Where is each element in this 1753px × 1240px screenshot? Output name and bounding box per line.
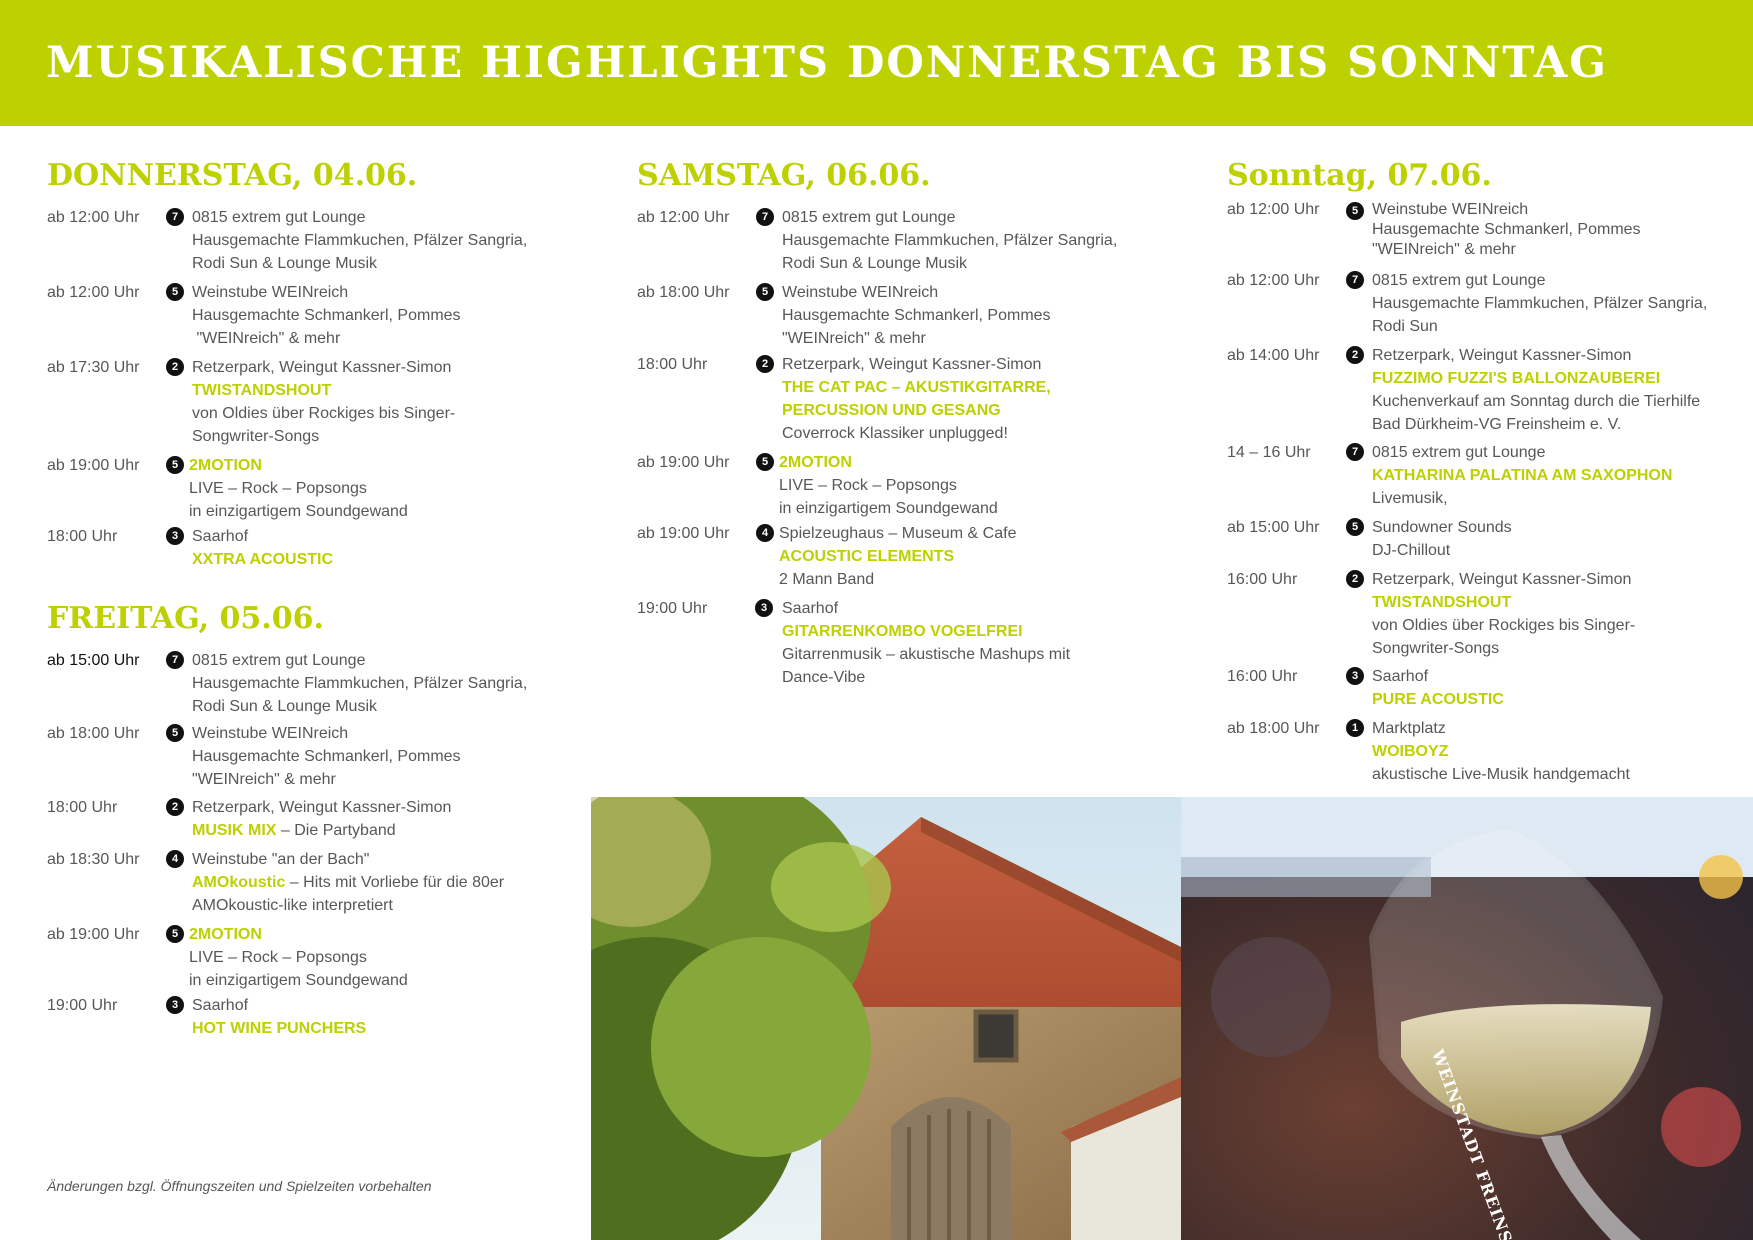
location-number-badge: 5 bbox=[756, 283, 774, 301]
day-title-sunday: Sonntag, 07.06. bbox=[1227, 158, 1492, 193]
entry-time: 14 – 16 Uhr bbox=[1227, 444, 1311, 461]
entry-venue: Weinstube "an der Bach" bbox=[192, 851, 370, 868]
entry-detail: LIVE – Rock – Popsongs bbox=[189, 949, 367, 966]
entry-act: HOT WINE PUNCHERS bbox=[192, 1020, 367, 1037]
location-number-badge: 3 bbox=[166, 996, 184, 1014]
entry-time: ab 18:30 Uhr bbox=[47, 851, 140, 868]
entry-detail: Gitarrenmusik – akustische Mashups mit bbox=[782, 646, 1071, 663]
location-number-badge: 7 bbox=[1346, 443, 1364, 461]
entry-venue: 0815 extrem gut Lounge bbox=[1372, 272, 1546, 289]
entry-act: XXTRA ACOUSTIC bbox=[192, 551, 334, 568]
entry-venue: Retzerpark, Weingut Kassner-Simon bbox=[1372, 571, 1632, 588]
entry-detail: Coverrock Klassiker unplugged! bbox=[782, 425, 1008, 442]
location-number-badge: 7 bbox=[1346, 271, 1364, 289]
entry-time: ab 12:00 Uhr bbox=[47, 209, 140, 226]
entry-time: 19:00 Uhr bbox=[637, 600, 708, 617]
entry-act: TWISTANDSHOUT bbox=[1372, 594, 1512, 611]
entry-act: PERCUSSION UND GESANG bbox=[782, 402, 1001, 419]
entry-detail: Songwriter-Songs bbox=[1372, 640, 1500, 657]
entry-detail: "WEINreich" & mehr bbox=[192, 330, 341, 347]
entry-detail: akustische Live-Musik handgemacht bbox=[1372, 766, 1630, 783]
location-number-badge: 5 bbox=[1346, 202, 1364, 220]
entry-detail: Rodi Sun & Lounge Musik bbox=[782, 255, 967, 272]
entry-venue: Weinstube WEINreich bbox=[192, 725, 349, 742]
entry-act: AMOkoustic bbox=[192, 874, 286, 891]
location-number-badge: 5 bbox=[166, 456, 184, 474]
entry-time: 16:00 Uhr bbox=[1227, 668, 1298, 685]
location-number-badge: 3 bbox=[1346, 667, 1364, 685]
location-number-badge: 5 bbox=[756, 453, 774, 471]
location-number-badge: 2 bbox=[756, 355, 774, 373]
entry-venue: Retzerpark, Weingut Kassner-Simon bbox=[192, 799, 452, 816]
entry-venue: 0815 extrem gut Lounge bbox=[192, 652, 366, 669]
entry-time: 19:00 Uhr bbox=[47, 997, 118, 1014]
location-number-badge: 2 bbox=[1346, 346, 1364, 364]
location-number-badge: 5 bbox=[166, 925, 184, 943]
entry-act: ACOUSTIC ELEMENTS bbox=[779, 548, 955, 565]
entry-time: ab 19:00 Uhr bbox=[637, 525, 730, 542]
entry-time: ab 12:00 Uhr bbox=[47, 284, 140, 301]
entry-detail: Hausgemachte Schmankerl, Pommes bbox=[1372, 221, 1641, 238]
entry-detail: Rodi Sun & Lounge Musik bbox=[192, 698, 377, 715]
entry-detail: – Hits mit Vorliebe für die 80er bbox=[289, 874, 505, 891]
location-number-badge: 5 bbox=[1346, 518, 1364, 536]
day-title-saturday: SAMSTAG, 06.06. bbox=[637, 158, 931, 193]
entry-venue: Weinstube WEINreich bbox=[782, 284, 939, 301]
location-number-badge: 2 bbox=[166, 798, 184, 816]
entry-time: ab 12:00 Uhr bbox=[1227, 272, 1320, 289]
entry-venue: Retzerpark, Weingut Kassner-Simon bbox=[1372, 347, 1632, 364]
entry-detail: 2 Mann Band bbox=[779, 571, 875, 588]
entry-act: TWISTANDSHOUT bbox=[192, 382, 332, 399]
entry-time: ab 15:00 Uhr bbox=[1227, 519, 1320, 536]
entry-venue: 0815 extrem gut Lounge bbox=[192, 209, 366, 226]
entry-time: 18:00 Uhr bbox=[47, 528, 118, 545]
entry-time: ab 18:00 Uhr bbox=[47, 725, 140, 742]
entry-time: ab 19:00 Uhr bbox=[47, 926, 140, 943]
entry-detail: LIVE – Rock – Popsongs bbox=[779, 477, 957, 494]
entry-time: ab 18:00 Uhr bbox=[1227, 720, 1320, 737]
entry-detail: Rodi Sun bbox=[1372, 318, 1438, 335]
entry-detail: Hausgemachte Schmankerl, Pommes bbox=[782, 307, 1051, 324]
location-number-badge: 4 bbox=[756, 524, 774, 542]
entry-detail: "WEINreich" & mehr bbox=[782, 330, 926, 347]
entry-act: KATHARINA PALATINA AM SAXOPHON bbox=[1372, 467, 1673, 484]
wine-glass-photo bbox=[1181, 797, 1753, 1240]
entry-detail: von Oldies über Rockiges bis Singer- bbox=[1372, 617, 1636, 634]
entry-detail: Kuchenverkauf am Sonntag durch die Tierhilfe bbox=[1372, 393, 1701, 410]
entry-detail: Rodi Sun & Lounge Musik bbox=[192, 255, 377, 272]
entry-venue: 0815 extrem gut Lounge bbox=[782, 209, 956, 226]
entry-act: 2MOTION bbox=[189, 926, 262, 943]
entry-time: ab 19:00 Uhr bbox=[637, 454, 730, 471]
entry-detail: AMOkoustic-like interpretiert bbox=[192, 897, 393, 914]
location-number-badge: 7 bbox=[166, 208, 184, 226]
entry-venue: Saarhof bbox=[192, 528, 249, 545]
entry-detail: Bad Dürkheim-VG Freinsheim e. V. bbox=[1372, 416, 1622, 433]
entry-detail: Hausgemachte Flammkuchen, Pfälzer Sangria, bbox=[782, 232, 1118, 249]
entry-act: PURE ACOUSTIC bbox=[1372, 691, 1504, 708]
location-number-badge: 7 bbox=[756, 208, 774, 226]
entry-time: ab 19:00 Uhr bbox=[47, 457, 140, 474]
entry-detail: Livemusik, bbox=[1372, 490, 1448, 507]
entry-act: WOIBOYZ bbox=[1372, 743, 1449, 760]
entry-time: ab 12:00 Uhr bbox=[1227, 201, 1320, 218]
entry-detail: in einzigartigem Soundgewand bbox=[189, 503, 408, 520]
entry-venue: Retzerpark, Weingut Kassner-Simon bbox=[192, 359, 452, 376]
location-number-badge: 5 bbox=[166, 724, 184, 742]
entry-detail: in einzigartigem Soundgewand bbox=[779, 500, 998, 517]
entry-detail: "WEINreich" & mehr bbox=[192, 771, 336, 788]
entry-act: FUZZIMO FUZZI'S BALLONZAUBEREI bbox=[1372, 370, 1661, 387]
location-number-badge: 3 bbox=[166, 527, 184, 545]
footnote: Änderungen bzgl. Öffnungszeiten und Spielzeiten vorbehalten bbox=[47, 1178, 432, 1194]
entry-venue: Spielzeughaus – Museum & Cafe bbox=[779, 525, 1017, 542]
location-number-badge: 3 bbox=[755, 599, 773, 617]
entry-detail: LIVE – Rock – Popsongs bbox=[189, 480, 367, 497]
entry-venue: Marktplatz bbox=[1372, 720, 1446, 737]
entry-venue: 0815 extrem gut Lounge bbox=[1372, 444, 1546, 461]
location-number-badge: 1 bbox=[1346, 719, 1364, 737]
entry-detail: von Oldies über Rockiges bis Singer- bbox=[192, 405, 456, 422]
header-banner bbox=[0, 0, 1753, 126]
entry-act: MUSIK MIX bbox=[192, 822, 277, 839]
entry-detail: Hausgemachte Schmankerl, Pommes bbox=[192, 748, 461, 765]
entry-venue: Weinstube WEINreich bbox=[1372, 201, 1529, 218]
entry-detail: "WEINreich" & mehr bbox=[1372, 241, 1516, 258]
entry-act: THE CAT PAC – AKUSTIKGITARRE, bbox=[782, 379, 1051, 396]
entry-detail: Hausgemachte Flammkuchen, Pfälzer Sangria, bbox=[192, 675, 528, 692]
entry-time: ab 17:30 Uhr bbox=[47, 359, 140, 376]
entry-detail: Dance-Vibe bbox=[782, 669, 866, 686]
entry-time: ab 18:00 Uhr bbox=[637, 284, 730, 301]
location-number-badge: 4 bbox=[166, 850, 184, 868]
page-title: MUSIKALISCHE HIGHLIGHTS DONNERSTAG BIS SONNTAG bbox=[46, 38, 1609, 88]
entry-act: 2MOTION bbox=[779, 454, 852, 471]
entry-time: ab 14:00 Uhr bbox=[1227, 347, 1320, 364]
entry-time: 18:00 Uhr bbox=[637, 356, 708, 373]
entry-detail: Songwriter-Songs bbox=[192, 428, 320, 445]
entry-venue: Saarhof bbox=[192, 997, 249, 1014]
location-number-badge: 2 bbox=[166, 358, 184, 376]
entry-time: 16:00 Uhr bbox=[1227, 571, 1298, 588]
entry-act: GITARRENKOMBO VOGELFREI bbox=[782, 623, 1023, 640]
entry-act: 2MOTION bbox=[189, 457, 262, 474]
entry-venue: Sundowner Sounds bbox=[1372, 519, 1512, 536]
entry-detail: – Die Partyband bbox=[280, 822, 396, 839]
location-number-badge: 5 bbox=[166, 283, 184, 301]
entry-venue: Weinstube WEINreich bbox=[192, 284, 349, 301]
castle-photo bbox=[591, 797, 1181, 1240]
entry-venue: Saarhof bbox=[782, 600, 839, 617]
entry-venue: Saarhof bbox=[1372, 668, 1429, 685]
day-title-friday: FREITAG, 05.06. bbox=[47, 601, 324, 636]
entry-detail: in einzigartigem Soundgewand bbox=[189, 972, 408, 989]
entry-detail: Hausgemachte Schmankerl, Pommes bbox=[192, 307, 461, 324]
entry-detail: Hausgemachte Flammkuchen, Pfälzer Sangria, bbox=[1372, 295, 1708, 312]
entry-venue: Retzerpark, Weingut Kassner-Simon bbox=[782, 356, 1042, 373]
entry-detail: DJ-Chillout bbox=[1372, 542, 1451, 559]
day-title-thursday: DONNERSTAG, 04.06. bbox=[47, 158, 418, 193]
entry-time: ab 12:00 Uhr bbox=[637, 209, 730, 226]
entry-time: ab 15:00 Uhr bbox=[47, 652, 140, 669]
entry-detail: Hausgemachte Flammkuchen, Pfälzer Sangria, bbox=[192, 232, 528, 249]
location-number-badge: 2 bbox=[1346, 570, 1364, 588]
location-number-badge: 7 bbox=[166, 651, 184, 669]
entry-time: 18:00 Uhr bbox=[47, 799, 118, 816]
